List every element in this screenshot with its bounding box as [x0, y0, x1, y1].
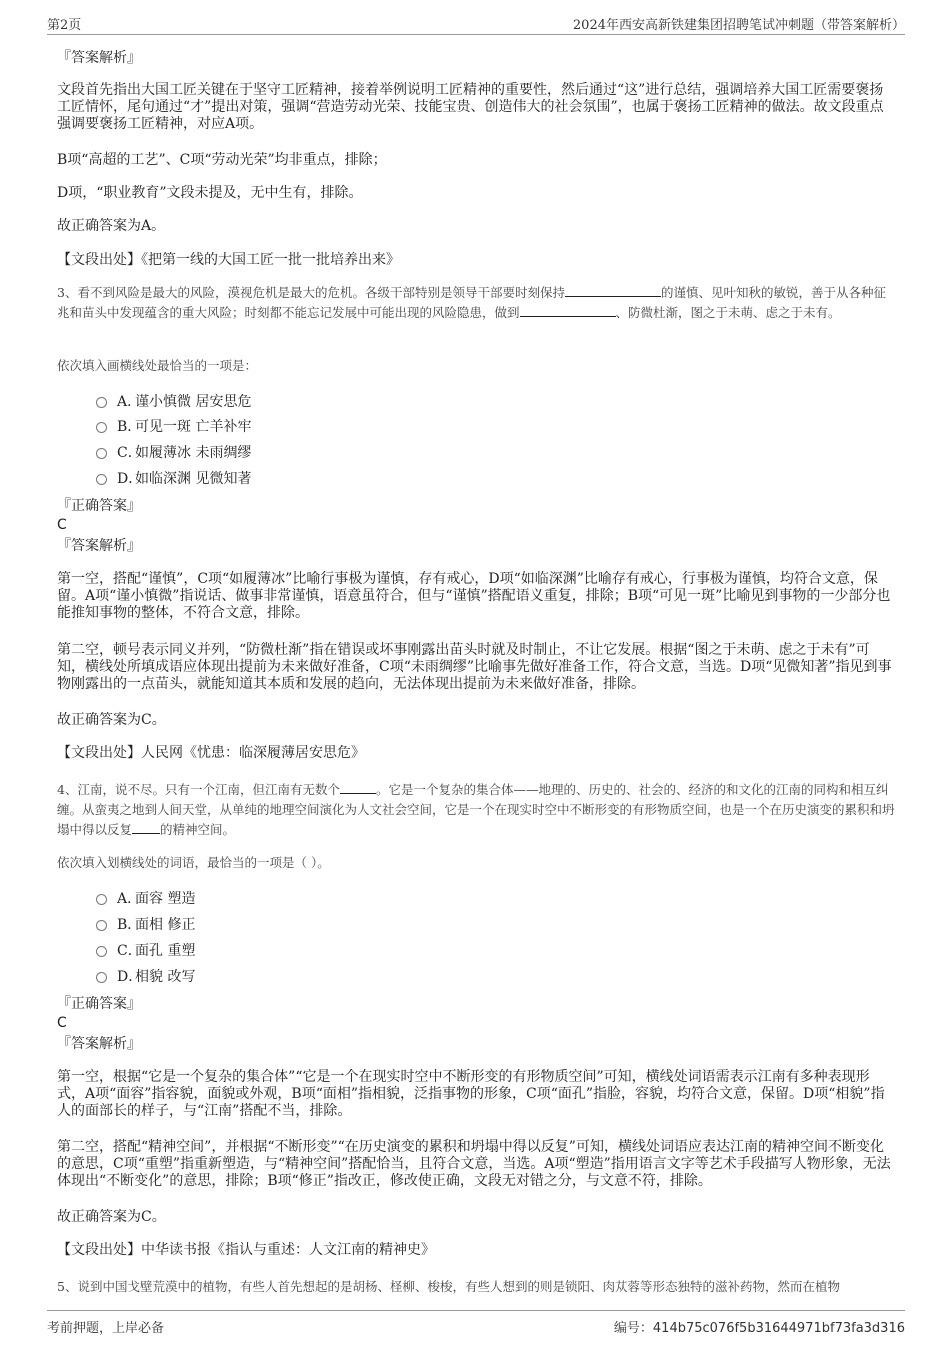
radio-icon[interactable] — [96, 920, 107, 931]
q3-option-d[interactable] — [96, 470, 251, 488]
option-text: 面容 塑造 — [135, 891, 196, 907]
q4-stem-part-a: 4、江南，说不尽。只有一个江南，但江南有无数个 — [57, 782, 340, 797]
q2-analysis-title: 『答案解析』 — [57, 50, 141, 66]
q3-prompt: 依次填入画横线处最恰当的一项是： — [57, 358, 258, 373]
q3-analysis-p2: 第二空，顿号表示同义并列，“防微杜渐”指在错误或坏事刚露出苗头时就及时制止，不让它发展。根据“图之于未萌、虑之于未有”可知，横线处所填成语应体现出提前为未来做好准备，C项“未雨绸缪”比喻事先做好准备工作，符合文意，当选。D项“见微知著”指见到事物刚露出的一点苗头，就能知道其本质和发展的趋向，无法体现出提前为未来做好准备，排除。 — [57, 642, 892, 692]
q4-prompt: 依次填入划横线处的词语，最恰当的一项是（ ）。 — [57, 855, 330, 870]
q3-blank-1 — [565, 284, 661, 297]
q3-analysis-p1: 第一空，搭配“谨慎”，C项“如履薄冰”比喻行事极为谨慎，存有戒心，D项“如临深渊”比喻存有戒心，行事极为谨慎，均符合文意，保留。A项“谨小慎微”指说话、做事非常谨慎，语意虽符合，但与“谨慎”搭配语义重复，排除；B项“可见一斑”比喻见到事物的一少部分也能推知事物的整体，不符合文意，排除。 — [57, 571, 891, 621]
option-key: A． — [117, 394, 142, 410]
q4-analysis-p1: 第一空，根据“它是一个复杂的集合体”“它是一个在现实时空中不断形变的有形物质空间”可知，横线处词语需表示江南有多种表现形式，A项“面容”指容貌，面貌或外观，B项“面相”指相貌，泛指事物的形象，C项“面孔”指脸，容貌，均符合文意，保留。D项“相貌”指人的面部长的样子，与“江南”搭配不当，排除。 — [57, 1069, 885, 1119]
q3-stem-part-a: 3、看不到风险是最大的风险，漠视危机是最大的危机。各级干部特别是领导干部要时刻保持 — [57, 285, 565, 300]
radio-icon[interactable] — [96, 972, 107, 983]
option-text: 可见一斑 亡羊补牢 — [135, 419, 252, 435]
option-key: C． — [117, 943, 142, 959]
q4-option-a[interactable] — [96, 890, 195, 908]
q3-option-b[interactable] — [96, 418, 251, 436]
option-text: 如临深渊 见微知著 — [135, 471, 252, 487]
footer-slogan: 考前押题，上岸必备 — [47, 1321, 165, 1336]
radio-icon[interactable] — [96, 474, 107, 485]
option-key: B． — [117, 917, 142, 933]
option-text: 如履薄冰 未雨绸缪 — [135, 445, 252, 461]
radio-icon[interactable] — [96, 894, 107, 905]
q3-stem-part-c: 、防微杜渐，图之于未萌、虑之于未有。 — [615, 305, 841, 320]
page-footer — [47, 1310, 905, 1341]
page-number: 第2页 — [47, 18, 82, 33]
q4-stem-part-c: 的精神空间。 — [160, 822, 236, 837]
q3-blank-2 — [520, 304, 616, 317]
q2-analysis-p1: 文段首先指出大国工匠关键在于坚守工匠精神，接着举例说明工匠精神的重要性，然后通过“这”进行总结，强调培养大国工匠需要褒扬工匠情怀，尾句通过“才”提出对策，强调“营造劳动光荣、技能宝贵、创造伟大的社会氛围”，也属于褒扬工匠精神的做法。故文段重点强调要褒扬工匠精神，对应A项。 — [57, 82, 884, 132]
q4-option-b[interactable] — [96, 916, 195, 934]
option-text: 面相 修正 — [135, 917, 196, 933]
q4-answer-summary: 故正确答案为C。 — [57, 1209, 166, 1225]
option-key: D． — [117, 969, 143, 985]
q4-analysis-p2: 第二空，搭配“精神空间”，并根据“不断形变”“在历史演变的累积和坍塌中得以反复”可知，横线处词语应表达江南的精神空间不断变化的意思，C项“重塑”指重新塑造，与“精神空间”搭配恰当，且符合文意，当选。A项“塑造”指用语言文字等艺术手段描写人物形象，无法体现出“不断变化”的意思，排除；B项“修正”指改正，修改使正确，文段无对错之分，与文意不符，排除。 — [57, 1139, 891, 1189]
document-title: 2024年西安高新铁建集团招聘笔试冲刺题（带答案解析） — [572, 18, 905, 33]
q4-answer: C — [57, 1015, 67, 1031]
option-text: 面孔 重塑 — [135, 943, 196, 959]
q4-answer-title: 『正确答案』 — [57, 996, 141, 1012]
q3-option-c[interactable] — [96, 444, 251, 462]
page-header — [47, 12, 905, 35]
q5-stem: 5、说到中国戈壁荒漠中的植物，有些人首先想起的是胡杨、柽柳、梭梭，有些人想到的则是锁阳、肉苁蓉等形态独特的滋补药物，然而在植物 — [57, 1279, 840, 1294]
q4-source: 【文段出处】中华读书报《指认与重述：人文江南的精神史》 — [57, 1242, 435, 1258]
q4-option-c[interactable] — [96, 942, 195, 960]
q3-stem — [57, 283, 897, 323]
q2-analysis-p2: B项“高超的工艺”、C项“劳动光荣”均非重点，排除； — [57, 152, 387, 168]
option-text: 谨小慎微 居安思危 — [135, 394, 252, 410]
q3-source: 【文段出处】人民网《忧患：临深履薄居安思危》 — [57, 745, 365, 761]
q3-stem-part-b: 的谨慎、见叶知秋的敏锐，善于从各种征兆和苗头中发现蕴含的重大风险；时刻都不能忘记发展中可能出现的风险隐患，做到 — [57, 285, 886, 320]
q3-option-a[interactable] — [96, 393, 251, 411]
q4-option-d[interactable] — [96, 968, 195, 986]
option-key: A． — [117, 891, 142, 907]
option-key: D． — [117, 471, 143, 487]
footer-document-id: 编号：414b75c076f5b31644971bf73fa3d316 — [613, 1321, 905, 1336]
radio-icon[interactable] — [96, 448, 107, 459]
q4-blank-2 — [132, 821, 160, 834]
q3-answer-title: 『正确答案』 — [57, 498, 141, 514]
radio-icon[interactable] — [96, 397, 107, 408]
q3-analysis-title: 『答案解析』 — [57, 538, 141, 554]
q2-analysis-p3: D项，“职业教育”文段未提及，无中生有，排除。 — [57, 185, 363, 201]
q2-answer-summary: 故正确答案为A。 — [57, 218, 166, 234]
q2-source: 【文段出处】《把第一线的大国工匠一批一批培养出来》 — [57, 252, 400, 268]
option-key: C． — [117, 445, 142, 461]
option-key: B． — [117, 419, 142, 435]
option-text: 相貌 改写 — [135, 969, 196, 985]
q4-stem-part-b: 。它是一个复杂的集合体——地理的、历史的、社会的、经济的和文化的江南的同构和相互纠缠。从蛮夷之地到人间天堂，从单纯的地理空间演化为人文社会空间，它是一个在现实时空中不断形变的有形物质空间，也是一个在历史演变的累积和坍塌中得以反复 — [57, 782, 895, 837]
q4-blank-1 — [340, 781, 376, 794]
q3-answer-summary: 故正确答案为C。 — [57, 712, 166, 728]
radio-icon[interactable] — [96, 946, 107, 957]
q4-stem — [57, 780, 897, 840]
q4-analysis-title: 『答案解析』 — [57, 1036, 141, 1052]
radio-icon[interactable] — [96, 422, 107, 433]
q3-answer: C — [57, 517, 67, 533]
